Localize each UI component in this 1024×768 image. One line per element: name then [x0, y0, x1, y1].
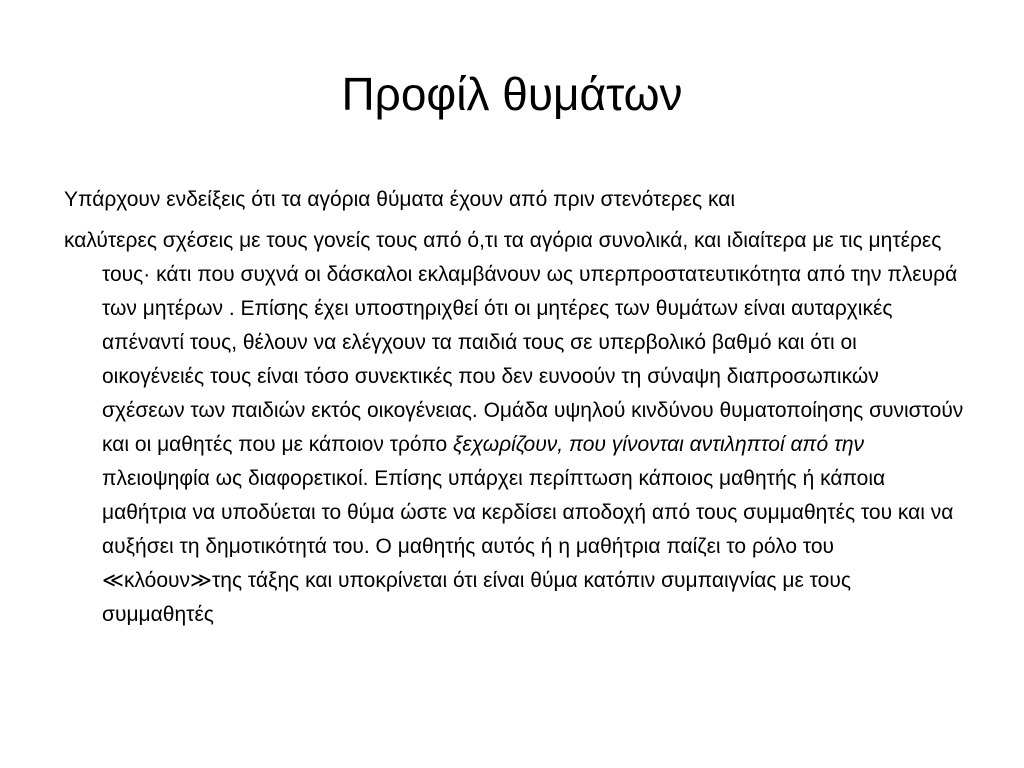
- slide-body: [64, 183, 964, 632]
- slide-title: Προφίλ θυμάτων: [341, 68, 683, 120]
- paragraph-2-text-end: πλειοψηφία ως διαφορετικοί. Επίσης υπάρχει περίπτωση κάποιος μαθητής ή κάποια μαθήτρια να υποδύεται το θύμα ώστε να κερδίσει αποδοχή από τους συμμαθητές του και να αυξήσει τη δημοτικότητά του. Ο μαθητής αυτός ή η μαθήτρια παίζει το ρόλο του ≪κλόουν≫της τάξης και υποκρίνεται ότι είναι θύμα κατόπιν συμπαιγνίας με τους συμμαθητές: [102, 467, 954, 626]
- paragraph-2-text-start: καλύτερες σχέσεις με τους γονείς τους από ό,τι τα αγόρια συνολικά, και ιδιαίτερα με τις μητέρες τους· κάτι που συχνά οι δάσκαλοι εκλαμβάνουν ως υπερπροστατευτικότητα από την πλευρά των μητέρων . Επίσης έχει υποστηριχθεί ότι οι μητέρες των θυμάτων είναι αυταρχικές απέναντί τους, θέλουν να ελέγχουν τα παιδιά τους σε υπερβολικό βαθμό και ότι οι οικογένειές τους είναι τόσο συνεκτικές που δεν ευνοούν τη σύναψη διαπροσωπικών σχέσεων των παιδιών εκτός οικογένειας. Ομάδα υψηλού κινδύνου θυματοποίησης συνιστούν και οι μαθητές που με κάποιον τρόπο: [64, 229, 964, 456]
- paragraph-2-italic-text: ξεχωρίζουν, που γίνονται αντιληπτοί από την: [453, 433, 865, 456]
- paragraph-2: [64, 224, 964, 632]
- paragraph-1: Υπάρχουν ενδείξεις ότι τα αγόρια θύματα έχουν από πριν στενότερες και: [64, 188, 736, 211]
